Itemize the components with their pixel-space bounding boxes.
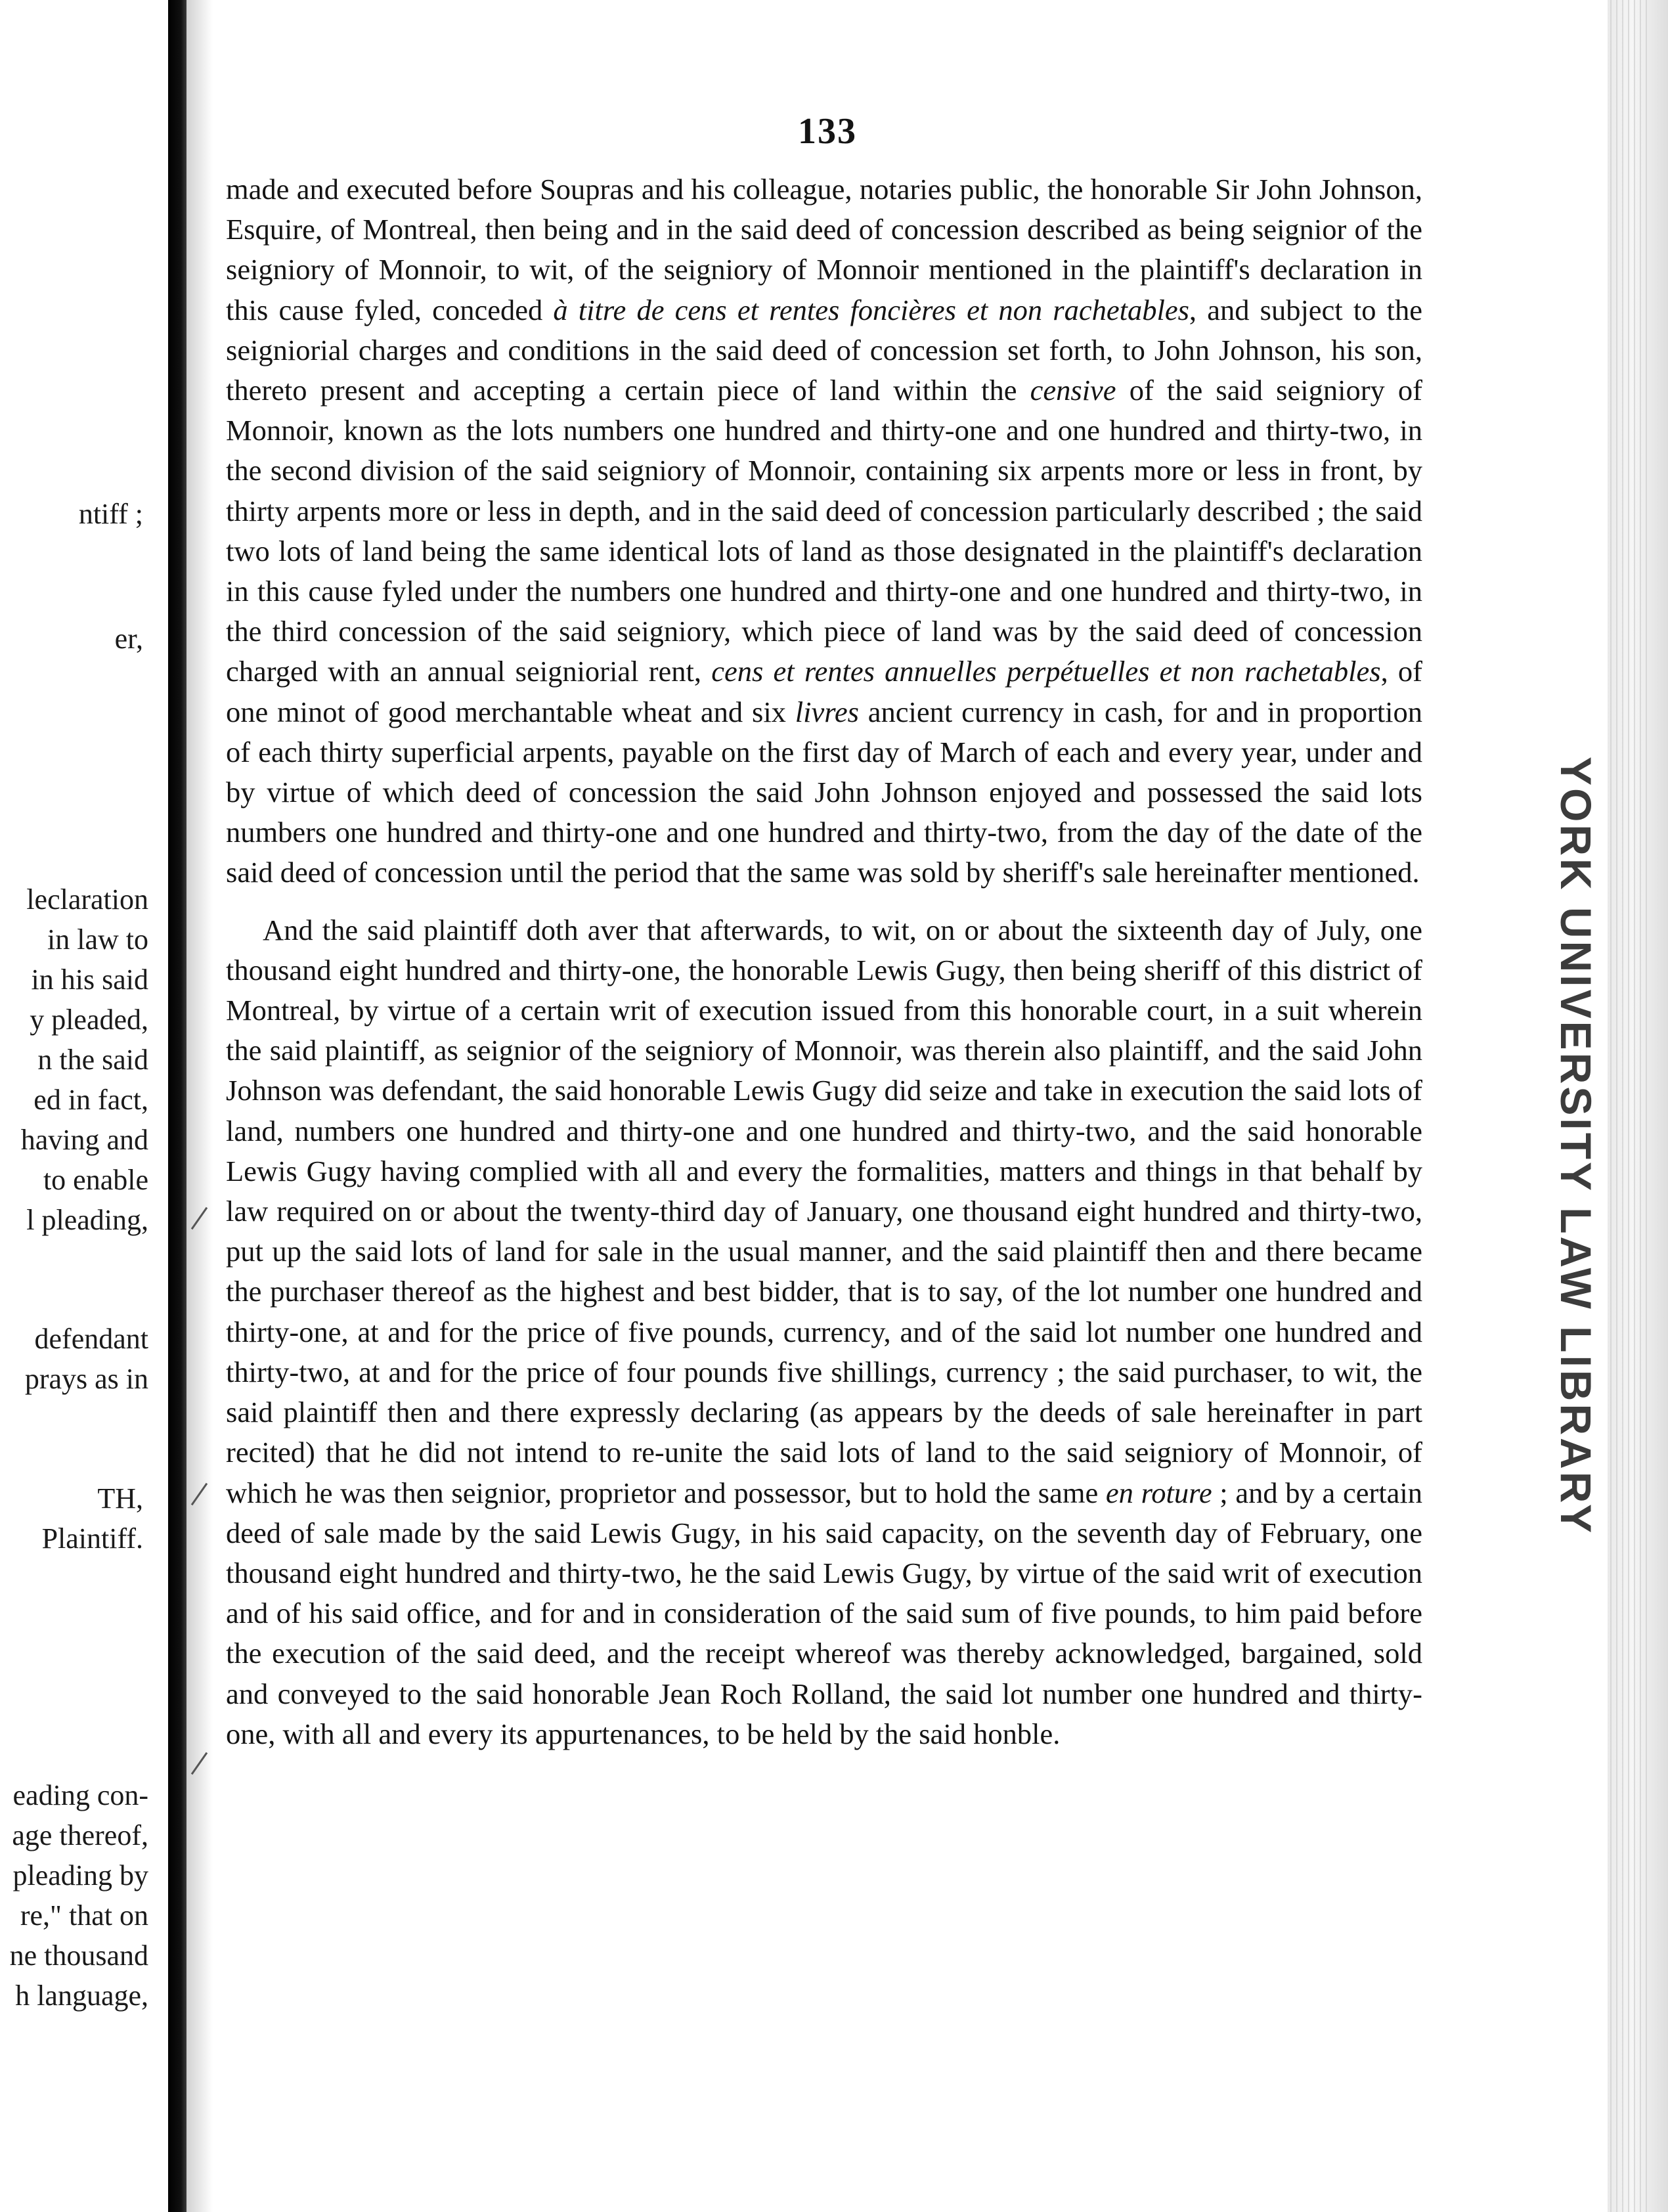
- left-fragment-line: y pleaded,: [30, 1004, 148, 1036]
- italic-phrase: censive: [1030, 374, 1116, 407]
- paragraph-1: [226, 169, 1422, 893]
- gutter-shadow: [187, 0, 213, 2212]
- left-fragment-line: having and: [20, 1124, 148, 1156]
- left-fragment-line: defendant: [34, 1323, 148, 1355]
- left-fragment-line: l pleading,: [26, 1204, 148, 1236]
- left-fragment-line: ntiff ;: [78, 498, 143, 530]
- left-fragment-line: Plaintiff.: [41, 1522, 143, 1555]
- left-fragment-line: pleading by: [12, 1859, 148, 1891]
- left-fragment-line: in his said: [31, 963, 148, 996]
- italic-phrase: livres: [795, 695, 859, 728]
- italic-phrase: cens et rentes annuelles perpétuelles et non rachetables: [711, 655, 1381, 688]
- page-edges-texture: [1610, 0, 1650, 2212]
- text-run: ; and by a certain deed of sale made by the said Lewis Gugy, in his said capacity, on the seventh day of February, one thousand eight hundred and thirty-two, he the said Lewis Gugy, by virtue of the said writ of execution and of his said office, and for and in consideration of the said sum of five pounds, to him paid before the execution of the said deed, and the receipt whereof was thereby acknowledged, bargained, sold and conveyed to the said honorable Jean Roch Rolland, the said lot number one hundred and thirty-one, with all and every its appurtenances, to be held by the said honble.: [226, 1476, 1423, 1750]
- page-number: 133: [798, 111, 857, 152]
- text-run: , of one minot of good merchantable wheat and six: [226, 655, 1422, 728]
- body-text: [226, 169, 1422, 1754]
- left-fragment-line: re," that on: [20, 1899, 148, 1932]
- left-fragment-line: prays as in: [24, 1363, 148, 1395]
- text-run: made and executed before Soupras and his colleague, notaries public, the honorable Sir John Johnson, Esquire, of Montreal, then being and in the said deed of concession described as being seignior of the seigniory of Monnoir, to wit, of the seigniory of Monnoir mentioned in the plaintiff's declaration in this cause fyled, conceded: [226, 173, 1422, 326]
- text-run: of the said seigniory of Monnoir, known as the lots numbers one hundred and thirty-one and one hundred and thirty-two, in the second division of the said seigniory of Monnoir, containing six arpents more or less in front, by thirty arpents more or less in depth, and in the said deed of concession particularly described ; the said two lots of land being the same identical lots of land as those designated in the plaintiff's declaration in this cause fyled under the numbers one hundred and thirty-one and one hundred and thirty-two, in the third concession of the said seigniory, which piece of land was by the said deed of concession charged with an annual seigniorial rent,: [226, 374, 1422, 688]
- library-stamp-text: YORK UNIVERSITY LAW LIBRARY: [1552, 756, 1601, 1536]
- text-run: ancient currency in cash, for and in proportion of each thirty superficial arpents, payable on the first day of March of each and every year, under and by virtue of which deed of concession the said John Johnson enjoyed and possessed the said lots numbers one hundred and thirty-one and one hundred and thirty-two, from the day of the date of the said deed of concession until the period that the same was sold by sheriff's sale hereinafter mentioned.: [226, 695, 1422, 889]
- left-fragment-line: to enable: [43, 1164, 148, 1196]
- left-fragment-line: in law to: [47, 923, 148, 956]
- text-run: , and subject to the seigniorial charges and conditions in the said deed of concession set forth, to John Johnson, his son, thereto present and accepting a certain piece of land within the: [226, 293, 1422, 407]
- left-fragment-line: ed in fact,: [33, 1084, 148, 1116]
- text-run: And the said plaintiff doth aver that afterwards, to wit, on or about the sixteenth day of July, one thousand eight hundred and thirty-one, the honorable Lewis Gugy, then being sheriff of this district of Montreal, by virtue of a certain writ of execution issued from this honorable court, in a suit wherein the said plaintiff, as seignior of the seigniory of Monnoir, was therein also plaintiff, and the said John Johnson was defendant, the said honorable Lewis Gugy did seize and take in execution the said lots of land, numbers one hundred and thirty-one and one hundred and thirty-two, and the said honorable Lewis Gugy having complied with all and every the formalities, matters and things in that behalf by law required on or about the twenty-third day of January, one thousand eight hundred and thirty-two, put up the said lots of land for sale in the usual manner, and the said plaintiff then and there became the purchaser thereof as the highest and best bidder, that is to say, of the lot number one hundred and thirty-one, at and for the price of five pounds, currency, and of the said lot number one hundred and thirty-two, at and for the price of four pounds five shillings, currency ; the said purchaser, to wit, the said plaintiff then and there expressly declaring (as appears by the deeds of sale hereinafter in part recited) that he did not intend to re-unite the said lots of land to the said seigniory of Monnoir, of which he was then seignior, proprietor and possessor, but to hold the same: [226, 913, 1422, 1509]
- left-page-fragment: [0, 0, 158, 2212]
- book-binding-edge: [168, 0, 187, 2212]
- italic-phrase: en roture: [1105, 1476, 1212, 1509]
- left-fragment-line: h language,: [15, 1980, 148, 2012]
- paragraph-2: [226, 910, 1422, 1754]
- italic-phrase: à titre de cens et rentes foncières et non rachetables: [553, 293, 1189, 326]
- left-fragment-line: n the said: [37, 1044, 148, 1076]
- library-stamp: [1540, 749, 1612, 1543]
- left-fragment-line: leclaration: [26, 883, 148, 916]
- left-fragment-line: eading con-: [12, 1779, 148, 1811]
- left-fragment-line: er,: [114, 623, 143, 655]
- left-fragment-line: age thereof,: [12, 1819, 148, 1851]
- left-fragment-line: TH,: [97, 1482, 143, 1515]
- left-fragment-line: ne thousand: [9, 1939, 148, 1972]
